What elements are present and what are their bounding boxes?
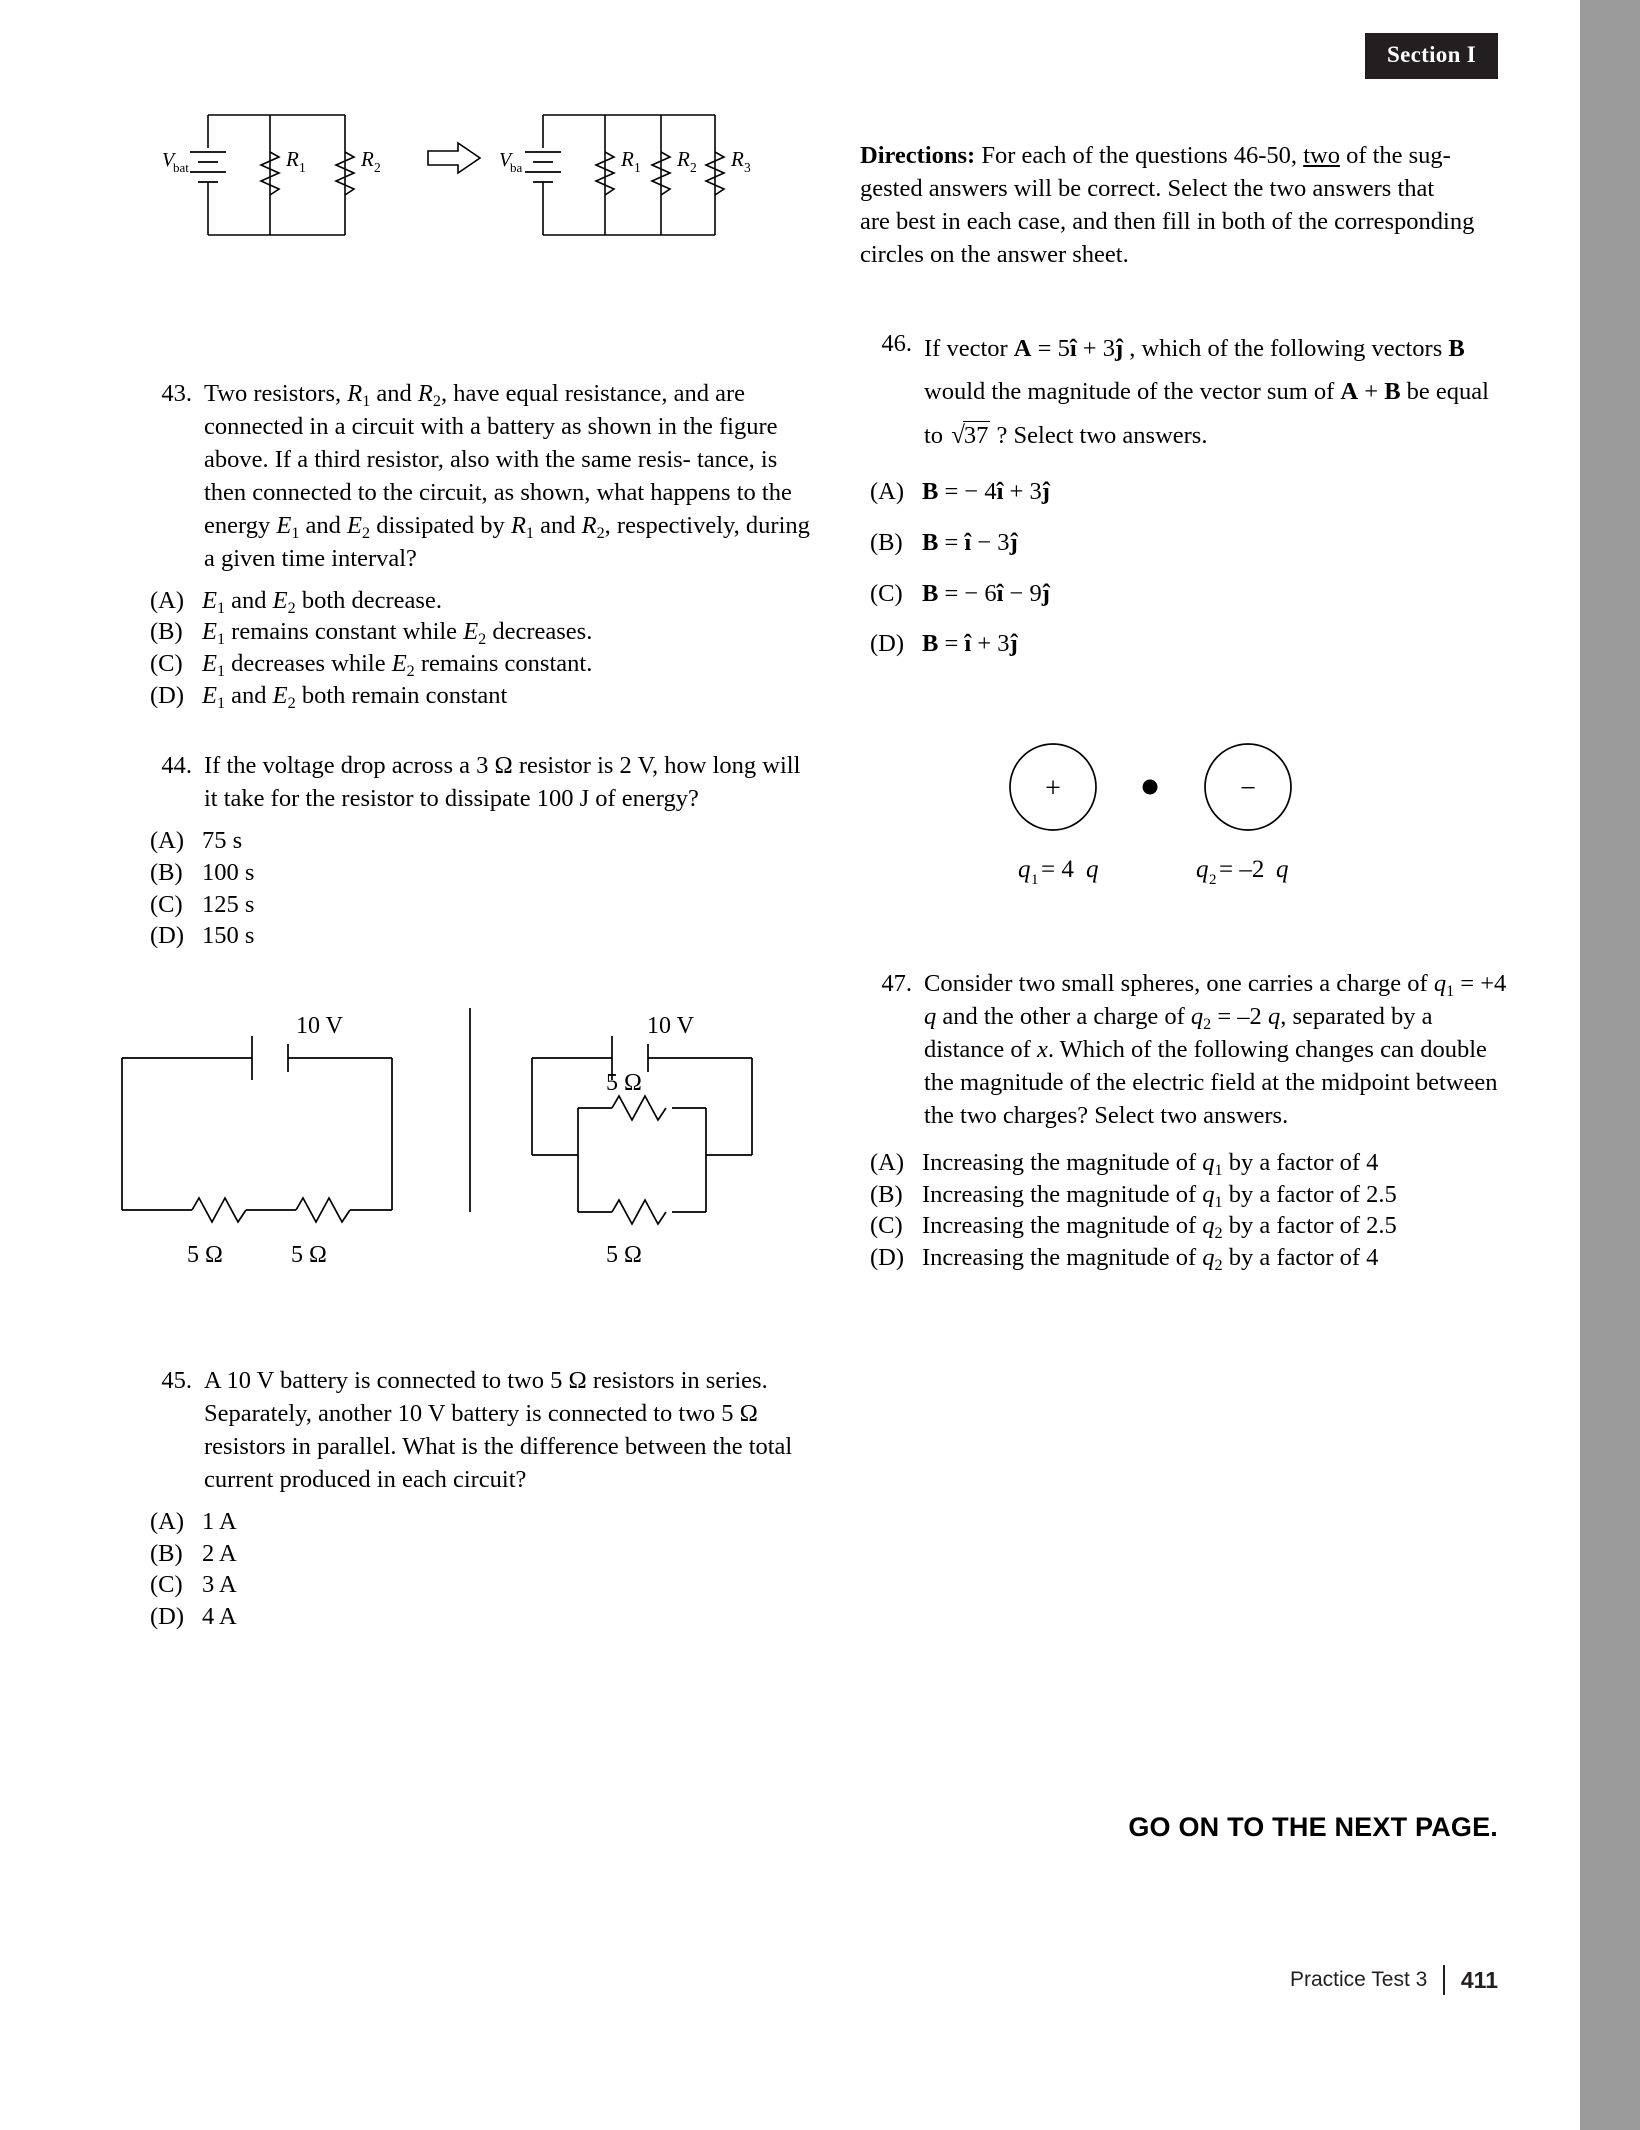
svg-text:R: R bbox=[361, 147, 374, 171]
choice-45-d[interactable] bbox=[140, 1601, 820, 1633]
choice-text: $E_1$ decreases while $E_2$ remains constant. bbox=[202, 650, 593, 681]
question-45-choices bbox=[140, 1506, 820, 1633]
question-47 bbox=[860, 968, 1510, 1274]
svg-text:R: R bbox=[621, 147, 634, 171]
go-on-notice: GO ON TO THE NEXT PAGE. bbox=[1128, 1812, 1498, 1842]
parallel-rbottom-label: 5 Ω bbox=[606, 1242, 642, 1268]
choice-text: Increasing the magnitude of $q_2$ by a factor of 2.5 bbox=[922, 1212, 1397, 1243]
svg-text:2: 2 bbox=[374, 160, 381, 175]
parallel-circuit bbox=[532, 1036, 752, 1224]
svg-text:= 4: = 4 bbox=[1041, 856, 1074, 883]
question-43-number: 43. bbox=[161, 380, 192, 407]
svg-text:V: V bbox=[499, 149, 512, 171]
choice-text: 75 s bbox=[202, 826, 243, 854]
choice-44-b[interactable] bbox=[140, 857, 820, 889]
choice-47-c[interactable] bbox=[860, 1210, 1510, 1242]
charge-1-label: q bbox=[1018, 856, 1031, 883]
directions-line4: circles on the answer sheet. bbox=[860, 240, 1129, 268]
svg-text:R: R bbox=[677, 147, 690, 171]
choice-43-d[interactable] bbox=[140, 680, 820, 712]
series-battery-label: 10 V bbox=[296, 1013, 343, 1039]
choice-letter: (B) bbox=[870, 1180, 903, 1208]
choice-letter: (C) bbox=[870, 579, 903, 607]
page-edge-gutter bbox=[1580, 0, 1640, 2130]
plus-sign: + bbox=[1045, 773, 1061, 804]
question-44-text: If the voltage drop across a 3 Ω resistor is 2 V, how long will it take for the resistor to dissipate 100 J of energy? bbox=[204, 752, 801, 812]
choice-text: 100 s bbox=[202, 858, 255, 886]
choice-46-c[interactable] bbox=[860, 578, 1510, 611]
choice-letter: (A) bbox=[870, 1148, 905, 1176]
question-46-number: 46. bbox=[881, 330, 912, 357]
choice-letter: (B) bbox=[150, 858, 183, 886]
question-44-number: 44. bbox=[161, 752, 192, 779]
choice-letter: (D) bbox=[150, 922, 185, 950]
series-circuit bbox=[122, 1036, 392, 1222]
svg-text:bat: bat bbox=[173, 160, 189, 175]
choice-letter: (B) bbox=[150, 618, 183, 646]
question-47-choices bbox=[860, 1147, 1510, 1274]
choice-text: B = − 4î + 3ĵ bbox=[922, 477, 1050, 505]
directions-line1b: of the sug- bbox=[1339, 142, 1451, 169]
choice-text: Increasing the magnitude of $q_2$ by a factor of 4 bbox=[922, 1244, 1379, 1275]
choice-43-c[interactable] bbox=[140, 648, 820, 680]
choice-47-b[interactable] bbox=[860, 1179, 1510, 1211]
question-46-text: If vector A = 5î + 3ĵ , which of the following vectors B would the magnitude of the vector sum of A + B be equal to √37 ? Select two answers. bbox=[924, 335, 1489, 449]
choice-letter: (B) bbox=[870, 528, 903, 556]
svg-text:R: R bbox=[286, 147, 299, 171]
choice-text: 125 s bbox=[202, 890, 255, 918]
choice-46-a[interactable] bbox=[860, 476, 1510, 509]
choice-text: B = î + 3ĵ bbox=[922, 630, 1018, 658]
question-45 bbox=[140, 1365, 820, 1633]
choice-text: $E_1$ and $E_2$ both decrease. bbox=[202, 586, 442, 617]
choice-letter: (A) bbox=[150, 1507, 185, 1535]
choice-45-a[interactable] bbox=[140, 1506, 820, 1538]
question-43 bbox=[140, 378, 820, 712]
figure-series-parallel-circuits bbox=[110, 1000, 830, 1270]
choice-43-a[interactable] bbox=[140, 585, 820, 617]
choice-letter: (D) bbox=[870, 1244, 905, 1272]
question-45-number: 45. bbox=[161, 1367, 192, 1394]
svg-text:R: R bbox=[731, 147, 744, 171]
choice-letter: (D) bbox=[150, 682, 185, 710]
choice-letter: (B) bbox=[150, 1539, 183, 1567]
arrow-right-icon bbox=[428, 143, 480, 173]
directions-line3: are best in each case, and then fill in both of the corresponding bbox=[860, 207, 1475, 235]
svg-text:1: 1 bbox=[1031, 872, 1039, 888]
question-43-text: Two resistors, $R_1$ and $R_2$, have equal resistance, and are connected in a circuit with a battery as shown in the figure above. If a third resistor, also with the same resis- tance, is then connected to the circuit, as shown, what happens to the energy $E_1$ and $E_2$ dissipated by $R_1$ and $R_2$, respectively, during a given time interval? bbox=[204, 380, 810, 572]
choice-text: B = − 6î − 9ĵ bbox=[922, 579, 1050, 607]
choice-44-d[interactable] bbox=[140, 920, 820, 952]
question-47-number: 47. bbox=[881, 970, 912, 997]
choice-letter: (C) bbox=[150, 890, 183, 918]
question-43-choices bbox=[140, 585, 820, 712]
choice-text: Increasing the magnitude of $q_1$ by a factor of 4 bbox=[922, 1148, 1379, 1179]
choice-letter: (A) bbox=[870, 477, 905, 505]
svg-text:q: q bbox=[1276, 856, 1289, 883]
choice-47-d[interactable] bbox=[860, 1242, 1510, 1274]
choice-letter: (A) bbox=[150, 586, 185, 614]
charge-2-label: q bbox=[1196, 856, 1209, 883]
choice-letter: (D) bbox=[870, 630, 905, 658]
choice-text: 4 A bbox=[202, 1603, 237, 1631]
choice-text: $E_1$ and $E_2$ both remain constant bbox=[202, 682, 508, 712]
section-badge: Section I bbox=[1365, 33, 1498, 79]
page-footer bbox=[1290, 1965, 1498, 1995]
choice-letter: (C) bbox=[150, 1571, 183, 1599]
choice-46-d[interactable] bbox=[860, 628, 1510, 661]
choice-45-c[interactable] bbox=[140, 1569, 820, 1601]
choice-text: 2 A bbox=[202, 1539, 237, 1567]
question-44-choices bbox=[140, 825, 820, 952]
choice-letter: (A) bbox=[150, 826, 185, 854]
choice-text: Increasing the magnitude of $q_1$ by a factor of 2.5 bbox=[922, 1180, 1397, 1211]
directions-line1a: For each of the questions 46-50, bbox=[975, 142, 1304, 169]
directions-block bbox=[860, 140, 1505, 272]
battery-label-left: V bbox=[162, 149, 175, 171]
svg-text:= –2: = –2 bbox=[1219, 856, 1265, 883]
question-45-text: A 10 V battery is connected to two 5 Ω resistors in series. Separately, another 10 V battery is connected to two 5 Ω resistors in parallel. What is the difference between the total current produced in each circuit? bbox=[204, 1367, 793, 1493]
parallel-rtop-label: 5 Ω bbox=[606, 1070, 642, 1096]
midpoint-dot bbox=[1143, 780, 1158, 795]
choice-46-b[interactable] bbox=[860, 527, 1510, 560]
choice-letter: (C) bbox=[870, 1212, 903, 1240]
directions-label: Directions: bbox=[860, 142, 976, 169]
choice-text: B = î − 3ĵ bbox=[922, 528, 1018, 556]
choice-text: 150 s bbox=[202, 922, 255, 950]
svg-text:q: q bbox=[1086, 856, 1099, 883]
question-47-text: Consider two small spheres, one carries a charge of $q_1 = +4$ q and the other a charge of $q_2 = -2$ q, separated by a distance of x. Which of the following changes can double the magnitude of the electric field at the midpoint between the two charges? Select two answers. bbox=[924, 970, 1507, 1129]
directions-underline-two: two bbox=[1303, 142, 1340, 169]
parallel-battery-label: 10 V bbox=[647, 1013, 694, 1039]
minus-sign: − bbox=[1240, 773, 1256, 804]
choice-43-b[interactable] bbox=[140, 616, 820, 648]
svg-text:2: 2 bbox=[690, 160, 697, 175]
question-46-choices bbox=[860, 476, 1510, 662]
choice-44-a[interactable] bbox=[140, 825, 820, 857]
series-r2-label: 5 Ω bbox=[291, 1242, 327, 1268]
choice-text: 3 A bbox=[202, 1571, 237, 1599]
svg-text:ba: ba bbox=[510, 160, 523, 175]
choice-letter: (D) bbox=[150, 1603, 185, 1631]
footer-test-label: Practice Test 3 bbox=[1289, 1968, 1428, 1991]
figure-parallel-resistor-comparison bbox=[140, 100, 820, 250]
question-46 bbox=[860, 328, 1510, 661]
figure-two-charges bbox=[1000, 735, 1300, 915]
svg-text:1: 1 bbox=[299, 160, 306, 175]
choice-letter: (C) bbox=[150, 650, 183, 678]
footer-divider bbox=[1443, 1965, 1445, 1995]
series-r1-label: 5 Ω bbox=[187, 1242, 223, 1268]
choice-text: 1 A bbox=[202, 1507, 237, 1535]
directions-line2: gested answers will be correct. Select the two answers that bbox=[860, 174, 1435, 202]
svg-text:3: 3 bbox=[744, 160, 751, 175]
choice-44-c[interactable] bbox=[140, 889, 820, 921]
choice-text: $E_1$ remains constant while $E_2$ decreases. bbox=[202, 618, 593, 649]
svg-text:2: 2 bbox=[1209, 872, 1217, 888]
choice-47-a[interactable] bbox=[860, 1147, 1510, 1179]
footer-page-number: 411 bbox=[1460, 1966, 1498, 1993]
question-44 bbox=[140, 750, 820, 952]
svg-text:1: 1 bbox=[634, 160, 641, 175]
choice-45-b[interactable] bbox=[140, 1538, 820, 1570]
